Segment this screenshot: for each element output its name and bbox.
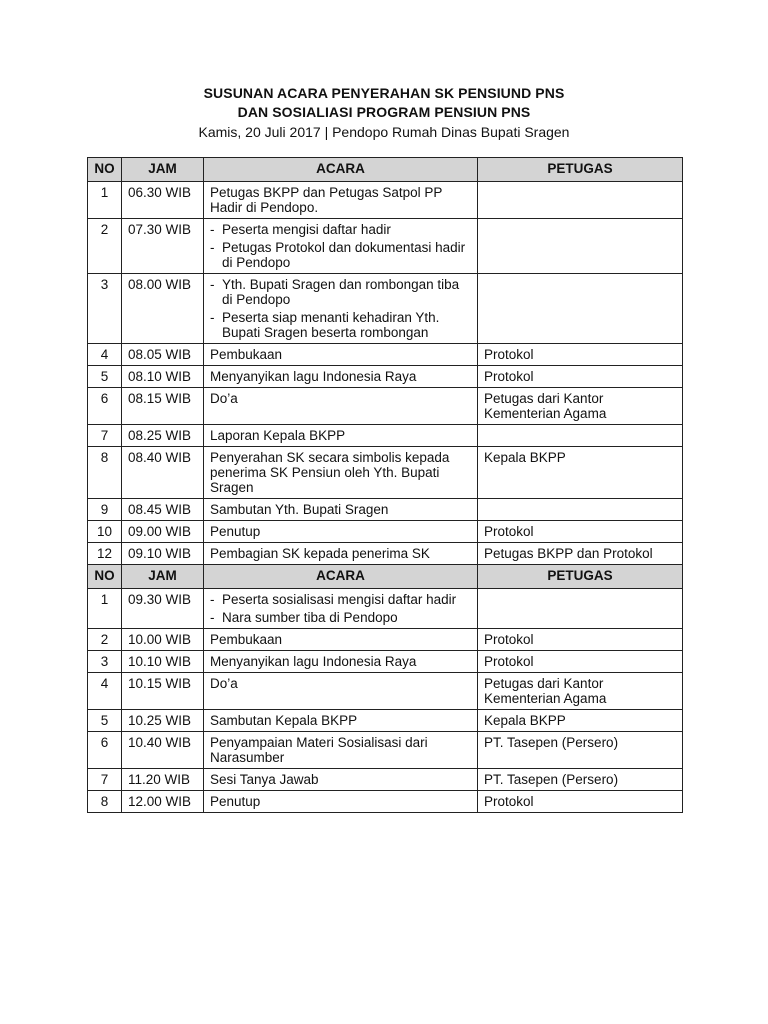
bullet-dash: -	[210, 240, 215, 255]
cell-petugas	[478, 182, 683, 219]
acara-text: Pembukaan	[210, 632, 283, 647]
table-row	[88, 447, 683, 499]
acara-text: Peserta mengisi daftar hadir	[222, 222, 391, 237]
column-header-acara: ACARA	[204, 158, 478, 182]
acara-text: Sesi Tanya Jawab	[210, 772, 319, 787]
acara-text: Penyerahan SK secara simbolis kepada penerima SK Pensiun oleh Yth. Bupati Sragen	[210, 450, 450, 495]
acara-text: Penyampaian Materi Sosialisasi dari Narasumber	[210, 735, 428, 765]
bullet-dash: -	[210, 592, 215, 607]
cell-jam: 09.10 WIB	[122, 543, 204, 565]
subtitle: Kamis, 20 Juli 2017 | Pendopo Rumah Dinas Bupati Sragen	[198, 124, 570, 140]
cell-acara	[204, 791, 478, 813]
cell-no: 7	[88, 425, 122, 447]
acara-text: Penutup	[210, 794, 261, 809]
cell-petugas: Petugas BKPP dan Protokol	[478, 543, 683, 565]
cell-jam: 10.40 WIB	[122, 732, 204, 769]
cell-petugas: Protokol	[478, 791, 683, 813]
acara-text: Pembagian SK kepada penerima SK	[210, 546, 430, 561]
cell-no: 6	[88, 732, 122, 769]
cell-jam: 10.00 WIB	[122, 629, 204, 651]
column-header-jam: JAM	[122, 158, 204, 182]
cell-acara	[204, 629, 478, 651]
acara-text: Peserta siap menanti kehadiran Yth. Bupati Sragen beserta rombongan	[222, 310, 440, 340]
cell-petugas	[478, 425, 683, 447]
cell-no: 9	[88, 499, 122, 521]
cell-acara	[204, 673, 478, 710]
cell-no: 4	[88, 673, 122, 710]
cell-petugas	[478, 274, 683, 344]
cell-jam: 10.15 WIB	[122, 673, 204, 710]
acara-text: Petugas BKPP dan Petugas Satpol PP Hadir di Pendopo.	[210, 185, 443, 215]
cell-no: 10	[88, 521, 122, 543]
cell-petugas: Kepala BKPP	[478, 447, 683, 499]
acara-text: Menyanyikan lagu Indonesia Raya	[210, 654, 417, 669]
acara-text: Menyanyikan lagu Indonesia Raya	[210, 369, 417, 384]
column-header-petugas: PETUGAS	[478, 158, 683, 182]
cell-no: 5	[88, 366, 122, 388]
cell-no: 2	[88, 219, 122, 274]
acara-text: Peserta sosialisasi mengisi daftar hadir	[222, 592, 457, 607]
cell-jam: 07.30 WIB	[122, 219, 204, 274]
cell-jam: 10.25 WIB	[122, 710, 204, 732]
cell-acara	[204, 521, 478, 543]
bullet-dash: -	[210, 310, 215, 325]
table-row	[88, 521, 683, 543]
cell-jam: 08.10 WIB	[122, 366, 204, 388]
acara-text: Petugas Protokol dan dokumentasi hadir di Pendopo	[222, 240, 466, 270]
schedule-body	[88, 158, 683, 813]
table-row	[88, 589, 683, 629]
cell-acara	[204, 651, 478, 673]
cell-no: 3	[88, 651, 122, 673]
schedule-table	[87, 157, 683, 813]
acara-text: Penutup	[210, 524, 261, 539]
cell-acara	[204, 344, 478, 366]
table-row	[88, 499, 683, 521]
table-row	[88, 425, 683, 447]
cell-acara	[204, 589, 478, 629]
acara-text: Nara sumber tiba di Pendopo	[222, 610, 398, 625]
cell-petugas: Protokol	[478, 629, 683, 651]
cell-petugas: Petugas dari Kantor Kementerian Agama	[478, 673, 683, 710]
cell-jam: 12.00 WIB	[122, 791, 204, 813]
table-row	[88, 673, 683, 710]
cell-jam: 11.20 WIB	[122, 769, 204, 791]
title-line-1: SUSUNAN ACARA PENYERAHAN SK PENSIUND PNS	[203, 85, 565, 101]
cell-acara	[204, 425, 478, 447]
table-row	[88, 366, 683, 388]
cell-jam: 08.25 WIB	[122, 425, 204, 447]
cell-no: 1	[88, 182, 122, 219]
table-row	[88, 543, 683, 565]
acara-bullet-item	[210, 222, 471, 237]
acara-text: Yth. Bupati Sragen dan rombongan tiba di Pendopo	[222, 277, 460, 307]
cell-jam: 08.05 WIB	[122, 344, 204, 366]
cell-petugas: PT. Tasepen (Persero)	[478, 769, 683, 791]
cell-petugas	[478, 219, 683, 274]
table-row	[88, 344, 683, 366]
cell-petugas: Petugas dari Kantor Kementerian Agama	[478, 388, 683, 425]
column-header-jam: JAM	[122, 565, 204, 589]
acara-bullet-item	[210, 610, 471, 625]
acara-text: Sambutan Kepala BKPP	[210, 713, 358, 728]
table-row	[88, 219, 683, 274]
bullet-dash: -	[210, 610, 215, 625]
cell-acara	[204, 219, 478, 274]
cell-jam: 09.30 WIB	[122, 589, 204, 629]
cell-jam: 08.40 WIB	[122, 447, 204, 499]
column-header-no: NO	[88, 158, 122, 182]
table-row	[88, 732, 683, 769]
bullet-dash: -	[210, 222, 215, 237]
cell-jam: 09.00 WIB	[122, 521, 204, 543]
cell-petugas: Protokol	[478, 366, 683, 388]
acara-bullet-item	[210, 592, 471, 607]
cell-acara	[204, 499, 478, 521]
acara-text: Laporan Kepala BKPP	[210, 428, 346, 443]
cell-acara	[204, 274, 478, 344]
cell-acara	[204, 447, 478, 499]
cell-jam: 06.30 WIB	[122, 182, 204, 219]
acara-bullet-item	[210, 277, 471, 307]
cell-no: 8	[88, 447, 122, 499]
table-row	[88, 182, 683, 219]
column-header-no: NO	[88, 565, 122, 589]
cell-jam: 08.15 WIB	[122, 388, 204, 425]
table-row	[88, 710, 683, 732]
table-row	[88, 629, 683, 651]
acara-text: Pembukaan	[210, 347, 283, 362]
column-header-petugas: PETUGAS	[478, 565, 683, 589]
cell-petugas: Kepala BKPP	[478, 710, 683, 732]
cell-no: 7	[88, 769, 122, 791]
cell-acara	[204, 366, 478, 388]
cell-jam: 08.00 WIB	[122, 274, 204, 344]
cell-no: 5	[88, 710, 122, 732]
cell-no: 8	[88, 791, 122, 813]
cell-no: 3	[88, 274, 122, 344]
acara-bullet-item	[210, 310, 471, 340]
cell-petugas: Protokol	[478, 521, 683, 543]
acara-text: Do’a	[210, 391, 238, 406]
table-row	[88, 388, 683, 425]
bullet-dash: -	[210, 277, 215, 292]
table-row	[88, 791, 683, 813]
cell-petugas: Protokol	[478, 344, 683, 366]
table-header-row	[88, 565, 683, 589]
cell-acara	[204, 543, 478, 565]
cell-petugas	[478, 589, 683, 629]
column-header-acara: ACARA	[204, 565, 478, 589]
acara-text: Do’a	[210, 676, 238, 691]
cell-no: 4	[88, 344, 122, 366]
cell-no: 12	[88, 543, 122, 565]
cell-acara	[204, 732, 478, 769]
table-row	[88, 274, 683, 344]
cell-petugas: Protokol	[478, 651, 683, 673]
cell-petugas: PT. Tasepen (Persero)	[478, 732, 683, 769]
cell-no: 1	[88, 589, 122, 629]
cell-petugas	[478, 499, 683, 521]
acara-text: Sambutan Yth. Bupati Sragen	[210, 502, 389, 517]
cell-acara	[204, 710, 478, 732]
cell-no: 6	[88, 388, 122, 425]
acara-bullet-item	[210, 240, 471, 270]
cell-no: 2	[88, 629, 122, 651]
cell-acara	[204, 769, 478, 791]
table-row	[88, 651, 683, 673]
cell-acara	[204, 182, 478, 219]
cell-acara	[204, 388, 478, 425]
cell-jam: 10.10 WIB	[122, 651, 204, 673]
table-row	[88, 769, 683, 791]
table-header-row	[88, 158, 683, 182]
cell-jam: 08.45 WIB	[122, 499, 204, 521]
document-header	[0, 84, 768, 142]
title-line-2: DAN SOSIALIASI PROGRAM PENSIUN PNS	[237, 104, 531, 120]
